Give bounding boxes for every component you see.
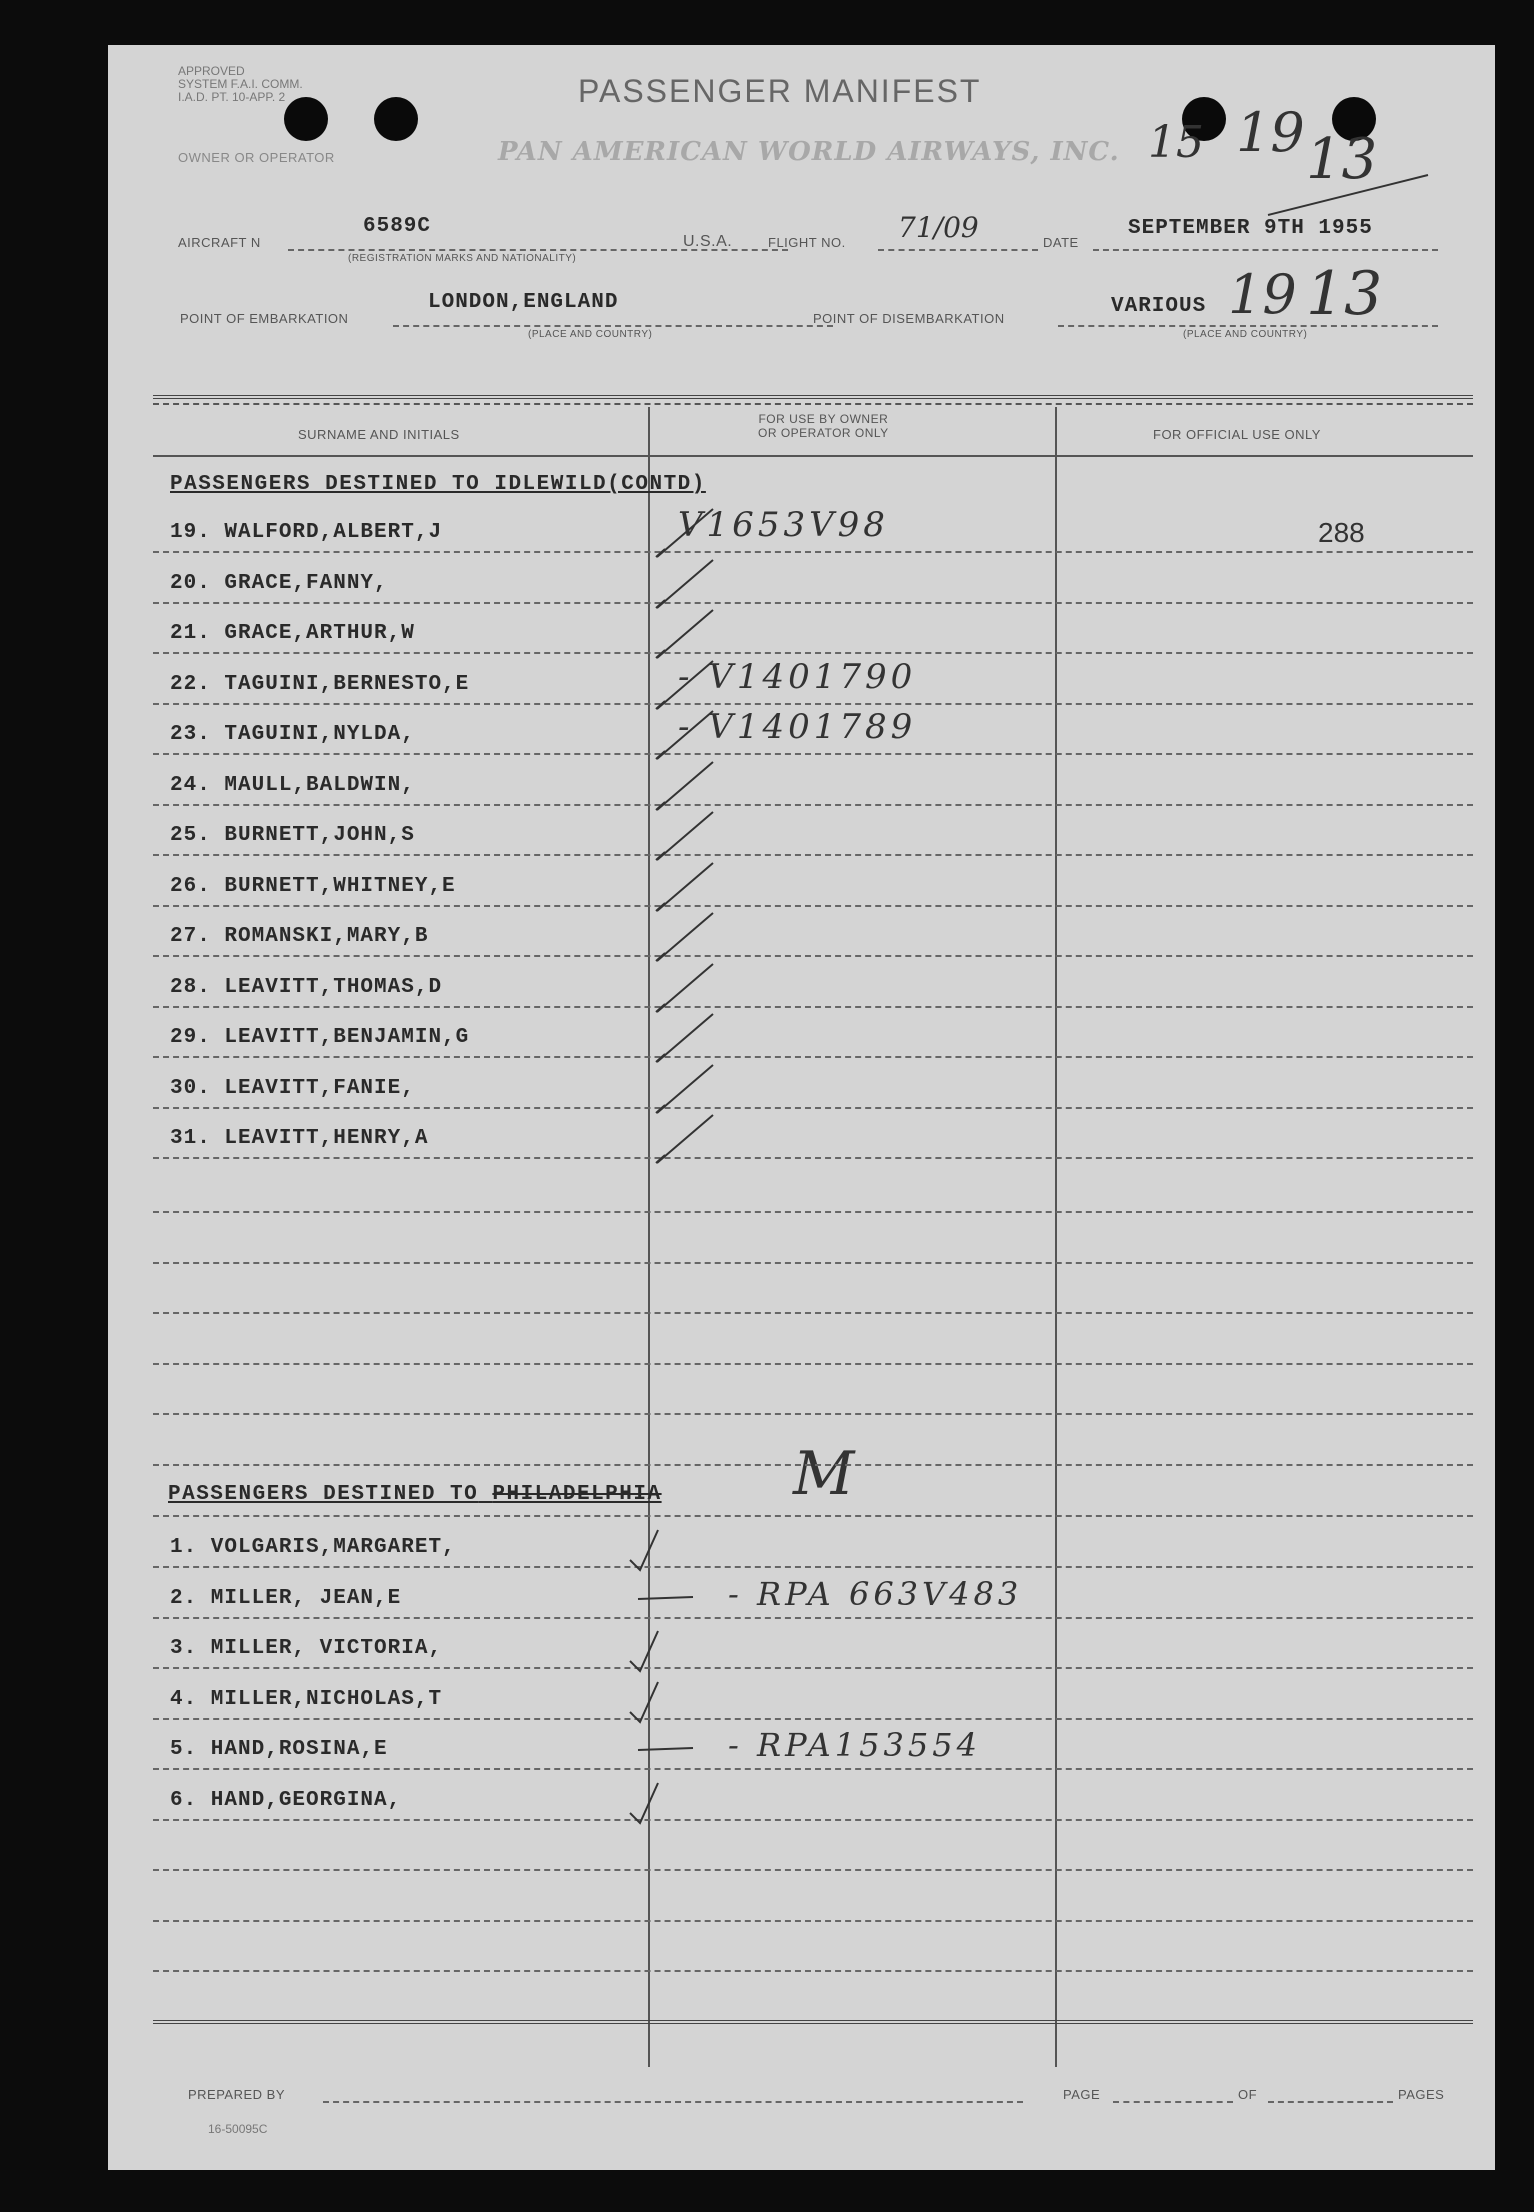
place-sub: (PLACE AND COUNTRY): [528, 329, 653, 340]
col-header-owner-line1: FOR USE BY OWNER: [758, 412, 889, 426]
approval-line: I.A.D. PT. 10-APP. 2: [178, 90, 286, 104]
approval-line: APPROVED: [178, 64, 245, 78]
margin-mark: 19: [1228, 263, 1297, 326]
blank-row-rule: [153, 1262, 1473, 1264]
passenger-name: 29. LEAVITT,BENJAMIN,G: [170, 1026, 470, 1049]
ticket-note: - V1401790: [678, 656, 917, 697]
passenger-name: 6. HAND,GEORGINA,: [170, 1788, 402, 1812]
row-rule: [153, 854, 1473, 856]
blank-row-rule: [153, 1413, 1473, 1415]
row-rule: [153, 602, 1473, 604]
section-heading: PASSENGERS DESTINED TO IDLEWILD(CONTD): [170, 473, 706, 496]
table-bottom-rule: [153, 2020, 1473, 2024]
date-label: DATE: [1043, 235, 1079, 250]
row-rule: [153, 1157, 1473, 1159]
field-line: [878, 249, 1038, 251]
embark-value: LONDON,ENGLAND: [428, 291, 619, 314]
owner-label: OWNER OR OPERATOR: [178, 150, 335, 165]
approval-line: SYSTEM F.A.I. COMM.: [178, 77, 303, 91]
of-label: OF: [1238, 2087, 1258, 2102]
margin-mark: 19: [1236, 101, 1305, 164]
passenger-name: 2. MILLER, JEAN,E: [170, 1586, 402, 1610]
passenger-name: 28. LEAVITT,THOMAS,D: [170, 975, 443, 999]
passenger-name: 24. MAULL,BALDWIN,: [170, 773, 415, 797]
passenger-name: 22. TAGUINI,BERNESTO,E: [170, 672, 470, 696]
passenger-name: 5. HAND,ROSINA,E: [170, 1738, 388, 1761]
aircraft-value: 6589C: [363, 215, 432, 238]
passenger-name: 19. WALFORD,ALBERT,J: [170, 521, 443, 544]
field-line: [393, 325, 833, 327]
row-rule: [153, 551, 1473, 553]
place-sub: (PLACE AND COUNTRY): [1183, 329, 1308, 340]
row-rule: [153, 753, 1473, 755]
aircraft-label: AIRCRAFT N: [178, 235, 261, 250]
row-rule: [153, 1566, 1473, 1568]
col-header-owner-line2: OR OPERATOR ONLY: [758, 426, 889, 440]
ticket-note: - RPA153554: [728, 1726, 981, 1764]
owner-value: PAN AMERICAN WORLD AIRWAYS, INC.: [498, 137, 1120, 167]
section2-heading-struck: PHILADELPHIA: [492, 1483, 662, 1506]
field-line: [1113, 2101, 1233, 2103]
passenger-name: 23. TAGUINI,NYLDA,: [170, 723, 415, 746]
passenger-name: 26. BURNETT,WHITNEY,E: [170, 874, 456, 898]
passenger-name: 1. VOLGARIS,MARGARET,: [170, 1536, 456, 1559]
row-rule: [153, 1515, 1473, 1517]
field-line: [323, 2101, 1023, 2103]
header-rule: [153, 455, 1473, 457]
ticket-note: - V1401789: [678, 707, 917, 747]
row-rule: [153, 1768, 1473, 1770]
ticket-note: V1653V98: [678, 505, 889, 545]
passenger-name: 21. GRACE,ARTHUR,W: [170, 622, 415, 645]
passenger-name: 20. GRACE,FANNY,: [170, 571, 388, 595]
passenger-name: 3. MILLER, VICTORIA,: [170, 1637, 443, 1660]
blank-row-rule: [153, 1970, 1473, 1972]
prepared-label: PREPARED BY: [188, 2087, 286, 2102]
date-value: SEPTEMBER 9TH 1955: [1128, 217, 1373, 240]
blank-row-rule: [153, 1464, 1473, 1466]
row-rule: [153, 905, 1473, 907]
col-header-owner: [758, 412, 889, 440]
ticket-note: - RPA 663V483: [728, 1574, 1023, 1613]
row-rule: [153, 1107, 1473, 1109]
margin-mark: 15: [1148, 117, 1204, 168]
col-header-surname: SURNAME AND INITIALS: [298, 427, 460, 442]
embark-label: POINT OF EMBARKATION: [180, 311, 349, 326]
blank-row-rule: [153, 1363, 1473, 1365]
field-line: [1093, 249, 1438, 251]
row-rule: [153, 1819, 1473, 1821]
table-top-rule: [153, 395, 1473, 399]
check-mark-icon: [618, 1773, 688, 1833]
passenger-name: 27. ROMANSKI,MARY,B: [170, 925, 429, 948]
blank-row-rule: [153, 1312, 1473, 1314]
pages-label: PAGES: [1398, 2087, 1445, 2102]
blank-row-rule: [153, 1869, 1473, 1871]
section2-heading-prefix: PASSENGERS DESTINED TO: [168, 1483, 479, 1506]
row-rule: [153, 955, 1473, 957]
table-top-rule: [153, 403, 1473, 405]
row-rule: [153, 1006, 1473, 1008]
passenger-name: 30. LEAVITT,FANIE,: [170, 1076, 415, 1100]
approval-block: [178, 65, 303, 104]
page-label: PAGE: [1063, 2087, 1101, 2102]
check-mark-icon: [651, 1111, 721, 1171]
row-rule: [153, 1056, 1473, 1058]
disembark-label: POINT OF DISEMBARKATION: [813, 311, 1005, 326]
usa-label: U.S.A.: [683, 233, 733, 250]
manifest-sheet: [108, 45, 1495, 2170]
official-number: 288: [1318, 517, 1365, 548]
flight-value: 71/09: [898, 211, 979, 244]
passenger-name: 25. BURNETT,JOHN,S: [170, 824, 415, 847]
margin-mark: 13: [1306, 259, 1383, 329]
section2-heading: [168, 1483, 662, 1506]
registration-sub: (REGISTRATION MARKS AND NATIONALITY): [348, 253, 577, 264]
row-rule: [153, 804, 1473, 806]
initials-mark: M: [793, 1439, 855, 1509]
disembark-value: VARIOUS: [1111, 295, 1207, 318]
row-rule: [153, 652, 1473, 654]
blank-row-rule: [153, 1920, 1473, 1922]
punch-hole: [374, 97, 418, 141]
row-rule: [153, 703, 1473, 705]
row-rule: [153, 1667, 1473, 1669]
form-title: PASSENGER MANIFEST: [578, 73, 982, 109]
field-line: [1268, 2101, 1393, 2103]
flight-label: FLIGHT NO.: [768, 235, 846, 250]
passenger-name: 4. MILLER,NICHOLAS,T: [170, 1687, 443, 1711]
passenger-name: 31. LEAVITT,HENRY,A: [170, 1127, 429, 1150]
footer-code: 16-50095C: [208, 2122, 268, 2136]
row-rule: [153, 1718, 1473, 1720]
blank-row-rule: [153, 1211, 1473, 1213]
row-rule: [153, 1617, 1473, 1619]
margin-mark: 13: [1306, 127, 1378, 192]
col-header-official: FOR OFFICIAL USE ONLY: [1153, 427, 1321, 442]
